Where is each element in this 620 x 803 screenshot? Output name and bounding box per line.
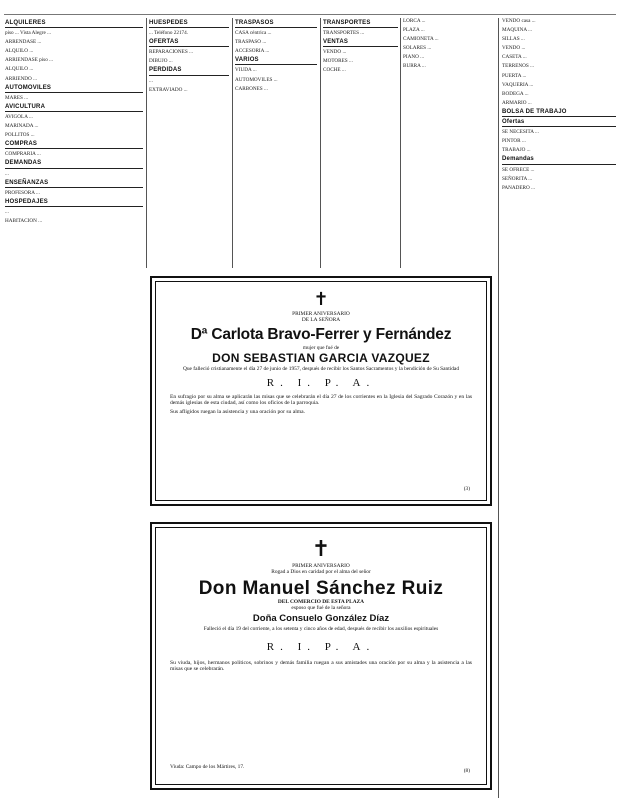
classified-ad: LORCA ...	[403, 18, 426, 24]
classified-ad: DIBUJO ...	[149, 58, 173, 65]
section-heading: Ofertas	[502, 119, 616, 127]
column-rule	[146, 18, 147, 268]
classified-ad: ... Teléfono 22174.	[149, 30, 189, 37]
classified-ad: MAQUINA ...	[502, 27, 532, 34]
classified-ad: CAMIONETA ...	[403, 36, 439, 43]
section-heading: DEMANDAS	[5, 160, 143, 168]
classified-column-1	[5, 18, 143, 798]
section-heading: BOLSA DE TRABAJO	[502, 109, 616, 117]
column-rule	[232, 18, 233, 268]
classified-ad: MOTORES ...	[323, 58, 353, 65]
obit-heading: PRIMER ANIVERSARIO	[292, 563, 350, 569]
classified-ad: ALQUILO ...	[5, 66, 34, 73]
classified-ad: TERRENOS ...	[502, 63, 534, 70]
section-heading: ALQUILERES	[5, 20, 143, 28]
classified-ad: AVIGOLA ...	[5, 113, 33, 120]
classified-ad: CASA céntrica ...	[235, 30, 272, 37]
classified-ad: TRANSPORTES ...	[323, 30, 365, 37]
classified-ad: COCHE ...	[323, 67, 346, 74]
classified-ad: ARRIENDASE piso ...	[5, 57, 53, 64]
obituary-notice-1	[150, 276, 492, 506]
classified-ad: VENDO ...	[502, 45, 526, 52]
obit-deceased-name: Dª Carlota Bravo-Ferrer y Fernández	[190, 326, 452, 343]
classified-ad: POLLITOS ...	[5, 132, 35, 139]
classified-ad: TRABAJO ...	[502, 147, 531, 154]
column-rule	[498, 18, 499, 798]
classified-ad: ...	[5, 170, 9, 177]
obit-death-info: Falleció el día 19 del corriente, a los setenta y cinco años de edad, después de recibir los auxilios espirituales	[203, 626, 439, 632]
obit-body: Su viuda, hijos, hermanos políticos, sobrinos y demás familia ruegan a sus amistades una oración por su alma y la asistencia a las misas que se celebrarán.	[170, 660, 472, 673]
classified-ad: SEÑORITA ...	[502, 175, 533, 182]
classified-ad: PROFESORA ...	[5, 189, 40, 196]
section-heading: PERDIDAS	[149, 67, 229, 75]
top-rule	[4, 14, 616, 15]
section-heading: HOSPEDAJES	[5, 199, 143, 207]
classified-ad: PUERTA ...	[502, 72, 527, 79]
section-heading: VARIOS	[235, 57, 317, 65]
classified-ad: CASETA ...	[502, 54, 527, 61]
obit-spouse-name: Doña Consuelo González Díaz	[252, 613, 390, 624]
classified-ad: ALQUILO ...	[5, 48, 34, 55]
classified-ad: ...	[149, 77, 153, 84]
classified-ad: BURRA ...	[403, 63, 426, 70]
classified-ad: VAQUERIA ...	[502, 81, 534, 88]
column-rule	[400, 18, 401, 268]
classified-ad: SE OFRECE ...	[502, 166, 535, 173]
classified-ad: VIUDA ...	[235, 67, 257, 74]
classified-column-5	[403, 18, 495, 268]
obit-number: (8)	[463, 768, 470, 774]
obit-relation: mujer que fué de	[302, 345, 340, 351]
cross-icon: ✝	[313, 289, 329, 309]
classified-ad: ACCESORIA ...	[235, 48, 270, 55]
section-heading: AVICULTURA	[5, 104, 143, 112]
obit-footer: Sus afligidos ruegan la asistencia y una oración por su alma.	[170, 408, 305, 415]
classified-ad: MARES ...	[5, 94, 29, 101]
classified-ad: ...	[5, 208, 9, 215]
obit-heading: PRIMER ANIVERSARIO	[292, 311, 350, 317]
obit-subheading: Rogad a Dios en caridad por el alma del señor	[271, 569, 371, 575]
classified-ad: MARINADA ...	[5, 123, 39, 130]
classified-ad: PANADERO ...	[502, 184, 535, 191]
section-heading: TRANSPORTES	[323, 20, 398, 28]
classified-ad: CARBONES ...	[235, 85, 268, 92]
classified-ad: PLAZA ...	[403, 27, 425, 34]
section-heading: OFERTAS	[149, 39, 229, 47]
classified-ad: ARRENDASE ...	[5, 39, 42, 46]
cross-icon: ✝	[311, 536, 331, 561]
obit-occupation: DEL COMERCIO DE ESTA PLAZA	[277, 599, 365, 605]
obit-subheading: DE LA SEÑORA	[301, 317, 341, 323]
classified-column-6	[502, 18, 616, 798]
classified-column-4	[323, 18, 398, 268]
column-rule	[320, 18, 321, 268]
obit-number: (3)	[463, 486, 470, 492]
classified-ad: REPARACIONES ...	[149, 49, 193, 56]
section-heading: AUTOMOVILES	[5, 85, 143, 93]
obit-ripa: R. I. P. A.	[266, 641, 376, 653]
obit-deceased-name: Don Manuel Sánchez Ruiz	[198, 578, 444, 599]
obituary-notice-2	[150, 522, 492, 790]
section-heading: TRASPASOS	[235, 20, 317, 28]
classified-ad: PINTOR ...	[502, 138, 526, 145]
classified-column-2	[149, 18, 229, 268]
classified-ad: SILLAS ...	[502, 36, 525, 43]
section-heading: HUESPEDES	[149, 20, 229, 28]
obit-footer: Viuda: Campo de los Mártires, 17.	[170, 764, 245, 770]
section-heading: VENTAS	[323, 39, 398, 47]
classified-ad: AUTOMOVILES ...	[235, 76, 278, 83]
classified-ad: EXTRAVIADO ...	[149, 86, 188, 93]
obit-body: En sufragio por su alma se aplicarán las misas que se celebrarán el día 27 de los corrientes en la Iglesia del Sagrado Corazón y en las demás iglesias de esta ciudad, así como los oficios de la parroquia.	[170, 394, 472, 407]
obit-relation: esposo que fué de la señora	[291, 605, 351, 611]
classified-ad: ARRIENDO ...	[5, 75, 37, 82]
section-heading: ENSEÑANZAS	[5, 180, 143, 188]
classified-ad: ARMARIO ...	[502, 99, 532, 106]
section-heading: Demandas	[502, 156, 616, 164]
classified-ad: SE NECESITA ...	[502, 129, 539, 136]
obit-ripa: R. I. P. A.	[266, 377, 376, 389]
classified-ad: SOLARES ...	[403, 45, 432, 52]
classified-ad: HABITACION ...	[5, 217, 43, 224]
classified-ad: COMPRARIA ...	[5, 151, 41, 158]
section-heading: COMPRAS	[5, 141, 143, 149]
classified-ad: VENDO ...	[323, 49, 347, 56]
classified-ad: piso ... Vista Alegre ...	[5, 30, 51, 37]
obit-death-info: Que falleció cristianamente el día 27 de junio de 1957, después de recibir los Santos Sacramentos y la bendición de Su Santidad	[182, 366, 460, 372]
classified-ad: PIANO ...	[403, 54, 425, 61]
classified-ad: BODEGA ...	[502, 90, 529, 97]
classified-ad: VENDO casa ...	[502, 18, 536, 24]
obit-spouse-name: DON SEBASTIAN GARCIA VAZQUEZ	[212, 351, 430, 365]
classified-column-3	[235, 18, 317, 268]
classified-ad: TRASPASO ...	[235, 39, 267, 46]
